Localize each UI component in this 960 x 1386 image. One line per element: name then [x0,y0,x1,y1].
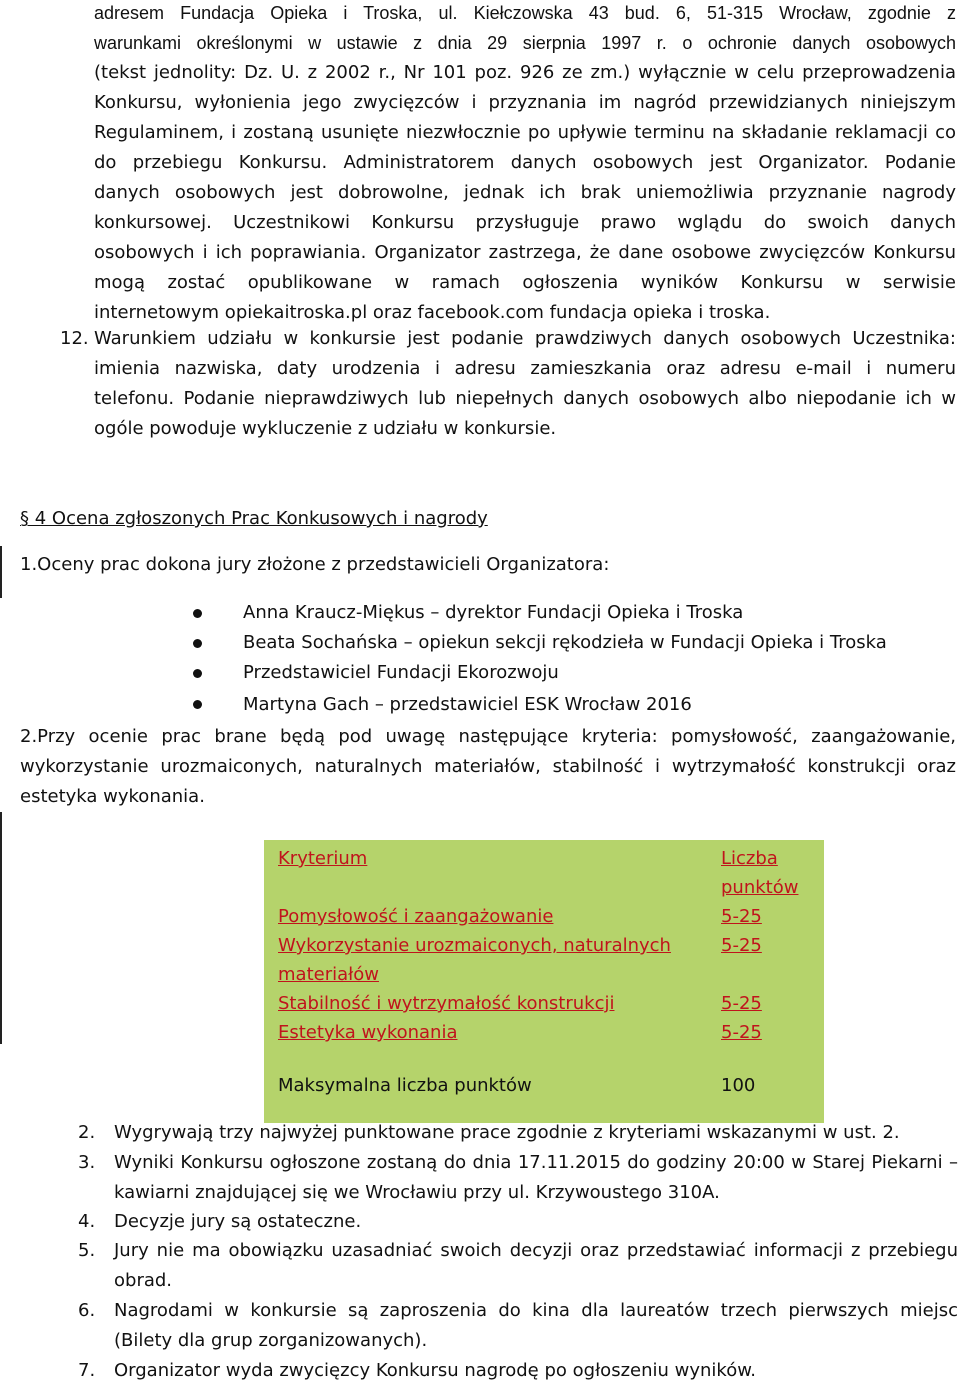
jury-member: Beata Sochańska – opiekun sekcji rękodzieła w Fundacji Opieka i Troska [243,632,887,653]
list-number: 2. [78,1122,96,1143]
item-12-paragraph [94,324,956,444]
table-header-row [264,840,824,902]
paragraph-line: (tekst jednolity: Dz. U. z 2002 r., Nr 101 poz. 926 ze zm.) wyłącznie w celu przeprowadzenia [94,62,956,83]
table-total-row [264,1047,824,1123]
list-number: 5. [78,1240,96,1261]
table-row [264,931,824,989]
jury-member: Przedstawiciel Fundacji Ekorozwoju [243,662,559,683]
criterion-name: Stabilność i wytrzymałość konstrukcji [278,993,615,1014]
margin-change-bar [0,546,2,598]
list-text: Wyniki Konkursu ogłoszone zostaną do dnia 17.11.2015 do godziny 20:00 w Starej Piekarni – kawiarni znajdującej się we Wrocławiu przy ul. Krzywoustego 310A. [114,1152,958,1203]
criterion-points: 5-25 [721,906,762,927]
criterion-points: 5-25 [721,1022,762,1043]
list-text: Decyzje jury są ostateczne. [114,1211,362,1232]
paragraph-line: telefonu. Podanie nieprawdziwych lub niepełnych danych osobowych albo niepodanie ich w [94,388,956,409]
criterion-name: Wykorzystanie urozmaiconych, naturalnych materiałów [278,935,671,985]
list-number: 7. [78,1360,96,1381]
criterion-name: Estetyka wykonania [278,1022,458,1043]
list-number: 3. [78,1152,96,1173]
paragraph-line: internetowym opiekaitroska.pl oraz facebook.com fundacja opieka i troska. [94,302,771,323]
point-1-text: 1.Oceny prac dokona jury złożone z przedstawicieli Organizatora: [20,554,610,575]
paragraph-line: konkursowej. Uczestnikowi Konkursu przysługuje prawo wglądu do swoich danych [94,212,956,233]
list-text: Organizator wyda zwycięzcy Konkursu nagrodę po ogłoszeniu wyników. [114,1360,757,1381]
paragraph-line: ogóle powoduje wykluczenie z udziału w konkursie. [94,418,557,439]
table-row [264,989,824,1018]
paragraph-line: Regulaminem, i zostaną usunięte niezwłocznie po upływie terminu na składanie reklamacji co [94,122,956,143]
paragraph-line: Konkursu, wyłonienia jego zwycięzców i przyznania im nagród przewidzianych niniejszym [94,92,956,113]
paragraph-line: do przebiegu Konkursu. Administratorem danych osobowych jest Organizator. Podanie [94,152,956,173]
list-text: Wygrywają trzy najwyżej punktowane prace zgodnie z kryteriami wskazanymi w ust. 2. [114,1122,900,1143]
item-number: 12. [60,328,89,349]
paragraph-line: adresem Fundacja Opieka i Troska, ul. Kiełczowska 43 bud. 6, 51-315 Wrocław, zgodnie z [94,3,956,23]
header-points: Liczba punktów [721,848,799,898]
bullet-icon [193,669,202,678]
bullet-icon [193,609,202,618]
total-points: 100 [721,1074,756,1096]
paragraph-line: mogą zostać opublikowane w ramach ogłoszenia wyników Konkursu w serwisie [94,272,956,293]
list-text: Nagrodami w konkursie są zaproszenia do kina dla laureatów trzech pierwszych miejsc (Bilety dla grup zorganizowanych). [114,1300,958,1351]
data-protection-paragraph [94,0,956,328]
point-2-text: 2.Przy ocenie prac brane będą pod uwagę następujące kryteria: pomysłowość, zaangażowanie, wykorzystanie urozmaiconych, naturalnych materiałów, stabilność i wytrzymałość konstrukcji oraz estetyka wykonania. [20,726,956,807]
paragraph-line: osobowych i ich poprawiania. Organizator zastrzega, że dane osobowe zwycięzców Konkursu [94,242,956,263]
paragraph-line: danych osobowych jest dobrowolne, jednak ich brak uniemożliwia przyznanie nagrody [94,182,956,203]
paragraph-line: imienia nazwiska, daty urodzenia i adresu zamieszkania oraz adresu e-mail i numeru [94,358,956,379]
total-label: Maksymalna liczba punktów [278,1074,532,1096]
margin-change-bar [0,812,2,1044]
bullet-icon [193,700,202,709]
list-number: 6. [78,1300,96,1321]
paragraph-line: Warunkiem udziału w konkursie jest podanie prawdziwych danych osobowych Uczestnika: [94,328,956,349]
criterion-points: 5-25 [721,993,762,1014]
list-number: 4. [78,1211,96,1232]
section-heading: § 4 Ocena zgłoszonych Prac Konkusowych i nagrody [20,508,488,529]
criteria-table [264,840,824,1123]
table-row [264,1018,824,1047]
list-text: Jury nie ma obowiązku uzasadniać swoich decyzji oraz przedstawiać informacji z przebiegu obrad. [114,1240,958,1291]
bullet-icon [193,639,202,648]
criterion-points: 5-25 [721,935,762,956]
jury-member: Anna Kraucz-Miękus – dyrektor Fundacji Opieka i Troska [243,602,744,623]
table-row [264,902,824,931]
paragraph-line: warunkami określonymi w ustawie z dnia 29 sierpnia 1997 r. o ochronie danych osobowych [94,33,956,53]
header-criterion: Kryterium [278,848,368,869]
criterion-name: Pomysłowość i zaangażowanie [278,906,554,927]
jury-member: Martyna Gach – przedstawiciel ESK Wrocław 2016 [243,694,692,715]
